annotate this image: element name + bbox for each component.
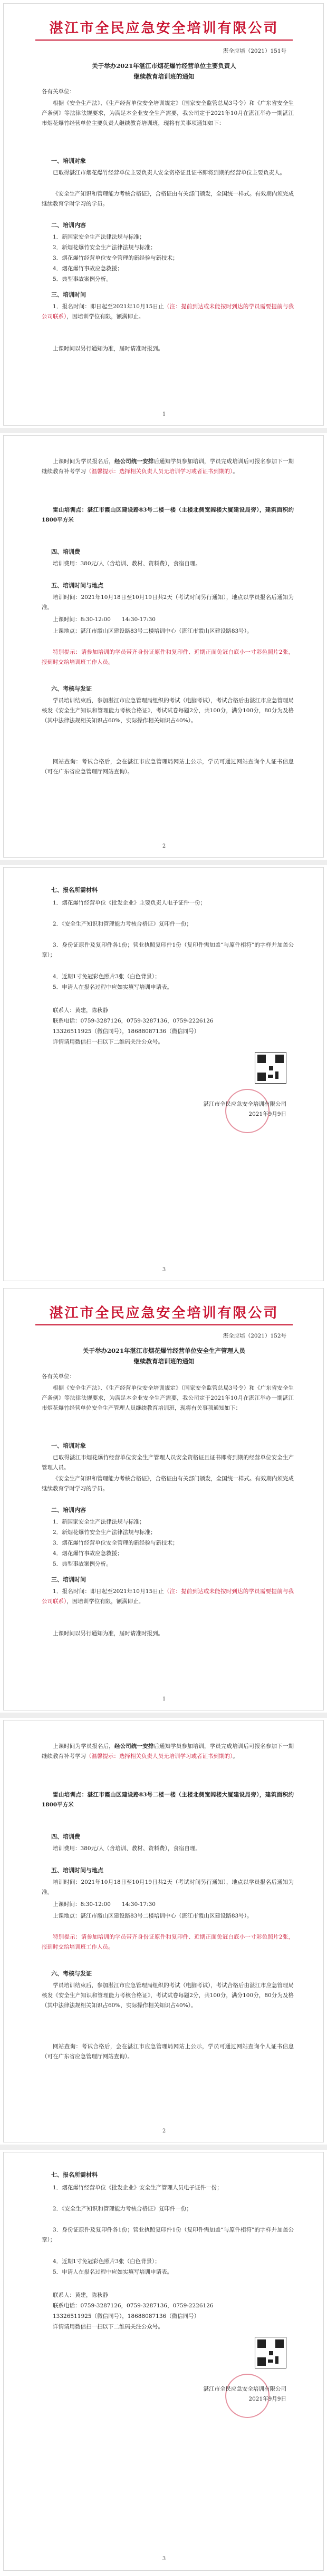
title-line-1: 关于举办2021年湛江市烟花爆竹经营单位安全生产管理人员 (82, 1347, 245, 1354)
section-3-title: 三、培训时间 (51, 1576, 86, 1583)
page-gap (0, 860, 327, 865)
section-7-title: 七、报名所需材料 (51, 887, 98, 893)
content-item: 2．新烟花爆竹安全生产法律法规与标准； (53, 244, 156, 251)
schedule-paragraph: 上课时间为学员报名后，经公司统一安排后通知学员参加培训，学员完成培训后可报名参加下一期继续教育补考学习（温馨提示：选择相关负责人员无培训学习或者证书到期的）。 (42, 458, 294, 475)
page-number: 3 (162, 1267, 166, 1273)
section-1-text: 已取得湛江市烟花爆竹经营单位安全生产管理人员安全资格证且证书即将到期的经营单位安全生产管理人员。 (42, 1454, 294, 1471)
material-item: 4．近期1寸免冠彩色照片3张（白色背景）； (53, 974, 160, 980)
notice-title (46, 61, 282, 82)
special-notice-highlight: 特别提示：请参加培训的学员带齐身份证原件和复印件、近期正面免冠白底小一寸彩色照片2张，报到时交给培训班工作人员。 (42, 1934, 294, 1950)
content-item: 1．新国家安全生产法律法规与标准； (53, 234, 145, 240)
fee-text: 培训费用：380元/人（含培训、教材、资料费），食宿自理。 (53, 1845, 201, 1852)
salutation: 各有关单位： (42, 1373, 75, 1380)
exam-query-text: 网站查询：考试合格后，会在湛江市应急管理局网站上公示，学员可通过网站查询个人证书信息（可在广东省应急管理厅网站查询）。 (42, 2043, 294, 2060)
content-item: 2．新烟花爆竹安全生产法律法规与标准； (53, 1529, 156, 1536)
contact-phone: 联系电话：0759-3287126，0759-3287136，0759-2226126 (53, 1018, 214, 1024)
intro-paragraph: 根据《安全生产法》、《生产经营单位安全培训规定》（国家安全监管总局3号令）和《广东省安全生产条例》等法律法规要求，为满足本企业安全生产需要，我公司定于2021年10月在湛江举办一期湛江市烟花爆竹经营单位主要负责人继续教育培训班，现将有关事项通知如下： (42, 100, 294, 126)
training-time: 培训时间：2021年10月18日至10月19日共2天（考试时间另行通知），地点以学员报名后通知为准。 (42, 1879, 294, 1895)
training-site-address: 湛江市霞山区建设路83号二楼一楼（主楼北侧宽阔楼大厦建设局旁），建筑面积约1800平方米 (42, 1792, 294, 1808)
page-1 (3, 3, 324, 426)
contact-phone: 联系电话：0759-3287126，0759-3287136，0759-2226126 (53, 2303, 214, 2309)
page-gap (0, 428, 327, 433)
header-rule (35, 1324, 293, 1325)
page-number: 1 (162, 411, 166, 417)
content-item: 4．烟花爆竹事故应急救援； (53, 266, 123, 272)
page-1 (3, 1288, 324, 1710)
exam-text: 学员培训结束后，参加湛江市应急管理局组织的考试（电脑考试），考试合格后由湛江市应急管理局核发《安全生产知识和管理能力考核合格证》，考试试卷每题2分，共100分，满分100分，80分为及格（其中法律法规相关知识占60%，实际操作相关知识占40%）。 (42, 697, 294, 724)
section-6-title: 六、考核与发证 (51, 685, 92, 692)
org-header: 湛江市全民应急安全培训有限公司 (49, 21, 279, 36)
contact-mobile: 13326511925（微信同号），18688087136（微信同号） (53, 1028, 200, 1035)
deadline-note-highlight: （注：提前到达或未能按时到达的学员需要提前与我公司联系） (42, 303, 294, 320)
header-rule (35, 40, 293, 41)
page-gap (0, 2145, 327, 2150)
section-1-title: 一、培训对象 (51, 158, 86, 164)
schedule-emphasis: 经公司统一安排 (114, 1743, 154, 1749)
section-6-title: 六、考核与发证 (51, 1970, 92, 1977)
training-site-label: 雷山培训点： (53, 507, 88, 513)
page-3 (3, 2152, 324, 2571)
page-number: 3 (162, 2556, 166, 2562)
fee-text: 培训费用：380元/人（含培训、教材、资料费），食宿自理。 (53, 561, 201, 567)
notice-document-151 (0, 0, 327, 1283)
qr-instruction: 详情请用微信扫一扫以下二维码关注公众号。 (53, 2324, 164, 2330)
schedule-note-highlight: （温馨提示：选择相关负责人员无培训学习或者证书到期的） (86, 468, 233, 475)
training-site-label: 雷山培训点： (53, 1792, 88, 1798)
section-1-title: 一、培训对象 (51, 1442, 86, 1449)
contact-person: 联系人：黄建，陈秋静 (53, 1007, 108, 1014)
section-3-title: 三、培训时间 (51, 291, 86, 298)
training-site (42, 505, 294, 525)
page-3 (3, 867, 324, 1281)
section-5-title: 五、培训时间与地点 (51, 582, 103, 589)
notice-title (46, 1345, 282, 1366)
title-line-2: 继续教育培训班的通知 (133, 73, 195, 80)
title-line-1: 关于举办2021年湛江市烟花爆竹经营单位主要负责人 (92, 62, 236, 70)
section-3-text-2: 上课时间以另行通知为准，届时请准时报到。 (53, 1630, 164, 1637)
doc-number: 湛全应培（2021）151号 (223, 48, 286, 54)
training-location: 上课地点：湛江市霞山区建设路83号二楼培训中心（湛江市霞山区建设路83号）。 (53, 628, 253, 634)
training-site-address: 湛江市霞山区建设路83号二楼一楼（主楼北侧宽阔楼大厦建设局旁），建筑面积约1800平方米 (42, 507, 294, 523)
schedule-emphasis: 经公司统一安排 (114, 458, 154, 465)
page-2 (3, 435, 324, 858)
section-5-title: 五、培训时间与地点 (51, 1867, 103, 1874)
content-item: 4．烟花爆竹事故应急救援； (53, 1550, 123, 1557)
exam-query-text: 网站查询：考试合格后，会在湛江市应急管理局网站上公示，学员可通过网站查询个人证书信息（可在广东省应急管理厅网站查询）。 (42, 759, 294, 775)
page-2 (3, 1720, 324, 2142)
deadline-text: 1．报名时间：即日起至2021年10月15日止 (53, 1588, 164, 1595)
intro-paragraph: 根据《安全生产法》、《生产经营单位安全培训规定》（国家安全监管总局3号令）和《广东省安全生产条例》等法律法规要求，为满足本企业安全生产需要，我公司定于2021年10月在湛江举办一期湛江市烟花爆竹经营单位安全生产管理人员继续教育培训班，现将有关事项通知如下： (42, 1385, 294, 1411)
section-1-text-2: 《安全生产知识和管理能力考核合格证》，合格证由有关部门颁发，全国统一样式。有效期内须完成继续教育学时学习的学员。 (42, 1476, 294, 1492)
content-item: 5．典型事故案例分析。 (53, 1561, 112, 1567)
org-header: 湛江市全民应急安全培训有限公司 (49, 1305, 279, 1321)
training-site (42, 1790, 294, 1810)
registration-deadline (42, 1587, 294, 1607)
material-item: 2．《安全生产知识和管理能力考核合格证》复印件一份； (53, 2206, 192, 2212)
deadline-tail: ，因培训学位有限，额满即止。 (66, 313, 145, 320)
page-number: 2 (162, 2128, 166, 2134)
notice-document-152 (0, 1288, 327, 2571)
training-time: 培训时间：2021年10月18日至10月19日共2天（考试时间另行通知），地点以学员报名后通知为准。 (42, 594, 294, 611)
qr-code-image[interactable] (255, 1052, 286, 1084)
contact-mobile: 13326511925（微信同号），18688087136（微信同号） (53, 2313, 200, 2319)
signature-block (204, 1099, 287, 1119)
signer-name: 湛江市全民应急安全培训有限公司 (203, 2386, 286, 2392)
material-item: 3．身份证原件及复印件各1份；营业执照复印件1份（复印件需加盖“与原件相符”的字样并加盖公章）； (42, 2227, 294, 2243)
material-item: 5．申请人在报名过程中应如实填写培训申请表。 (53, 984, 173, 990)
schedule-paragraph: 上课时间为学员报名后，经公司统一安排后通知学员参加培训，学员完成培训后可报名参加下一期继续教育补考学习（温馨提示：选择相关负责人员无培训学习或者证书到期的）。 (42, 1743, 294, 1759)
exam-text: 学员培训结束后，参加湛江市应急管理局组织的考试（电脑考试），考试合格后由湛江市应急管理局核发《安全生产知识和管理能力考核合格证》，考试试卷每题2分，共100分，满分100分，80分为及格（其中法律法规相关知识占60%，实际操作相关知识占40%）。 (42, 1982, 294, 2009)
daily-time: 上课时间：8:30-12:00 14:30-17:30 (53, 1901, 156, 1908)
material-item: 4．近期1寸免冠彩色照片3张（白色背景）； (53, 2258, 160, 2265)
deadline-tail: ，因培训学位有限，额满即止。 (66, 1598, 145, 1605)
issue-date: 2021年9月9日 (248, 2396, 286, 2402)
material-item: 2．《安全生产知识和管理能力考核合格证》复印件一份； (53, 921, 192, 927)
section-2-title: 二、培训内容 (51, 1507, 86, 1513)
section-1-text: 已取得湛江市烟花爆竹经营单位主要负责人安全资格证且证书即将到期的经营单位主要负责人。 (53, 170, 285, 176)
content-item: 1．新国家安全生产法律法规与标准； (53, 1519, 145, 1525)
page-number: 2 (162, 843, 166, 849)
qr-instruction: 详情请用微信扫一扫以下二维码关注公众号。 (53, 1039, 164, 1045)
material-item: 5．申请人在报名过程中应如实填写培训申请表。 (53, 2269, 173, 2275)
material-item: 1．烟花爆竹经营单位《批发企业》安全生产管理人员电子证件一份； (53, 2185, 223, 2191)
section-4-title: 四、培训费 (51, 1833, 80, 1840)
section-3-text-2: 上课时间以另行通知为准，届时请准时报到。 (53, 346, 164, 352)
schedule-note-highlight: （温馨提示：选择相关负责人员无培训学习或者证书到期的） (86, 1753, 233, 1759)
contact-person: 联系人：黄建，陈秋静 (53, 2292, 108, 2298)
training-location: 上课地点：湛江市霞山区建设路83号二楼培训中心（湛江市霞山区建设路83号）。 (53, 1913, 253, 1919)
section-4-title: 四、培训费 (51, 548, 80, 555)
section-1-text-2: 《安全生产知识和管理能力考核合格证》，合格证由有关部门颁发，全国统一样式。有效期内须完成继续教育学时学习的学员。 (42, 191, 294, 207)
deadline-note-highlight: （注：提前到达或未能按时到达的学员需要提前与我公司联系） (42, 1588, 294, 1605)
material-item: 3．身份证原件及复印件各1份；营业执照复印件1份（复印件需加盖“与原件相符”的字样并加盖公章）； (42, 942, 294, 958)
issue-date: 2021年9月9日 (248, 1111, 286, 1117)
deadline-text: 1．报名时间：即日起至2021年10月15日止 (53, 303, 164, 310)
section-7-title: 七、报名所需材料 (51, 2171, 98, 2178)
page-number: 1 (162, 1696, 166, 1702)
section-2-title: 二、培训内容 (51, 222, 86, 229)
content-item: 3．烟花爆竹经营单位安全管理的新经验与新技术； (53, 1540, 178, 1546)
salutation: 各有关单位： (42, 89, 75, 95)
qr-code-image[interactable] (255, 2337, 286, 2368)
title-line-2: 继续教育培训班的通知 (133, 1358, 195, 1365)
material-item: 1．烟花爆竹经营单位《批发企业》主要负责人电子证件一份； (53, 900, 206, 906)
special-notice-highlight: 特别提示：请参加培训的学员带齐身份证原件和复印件、近期正面免冠白底小一寸彩色照片2张，报到时交给培训班工作人员。 (42, 649, 294, 665)
doc-number: 湛全应培（2021）152号 (223, 1333, 286, 1339)
registration-deadline (42, 302, 294, 322)
signer-name: 湛江市全民应急安全培训有限公司 (203, 1101, 286, 1107)
page-gap (0, 1713, 327, 1718)
content-item: 5．典型事故案例分析。 (53, 276, 112, 282)
signature-block (204, 2384, 287, 2404)
content-item: 3．烟花爆竹经营单位安全管理的新经验与新技术； (53, 255, 178, 261)
daily-time: 上课时间：8:30-12:00 14:30-17:30 (53, 616, 156, 623)
